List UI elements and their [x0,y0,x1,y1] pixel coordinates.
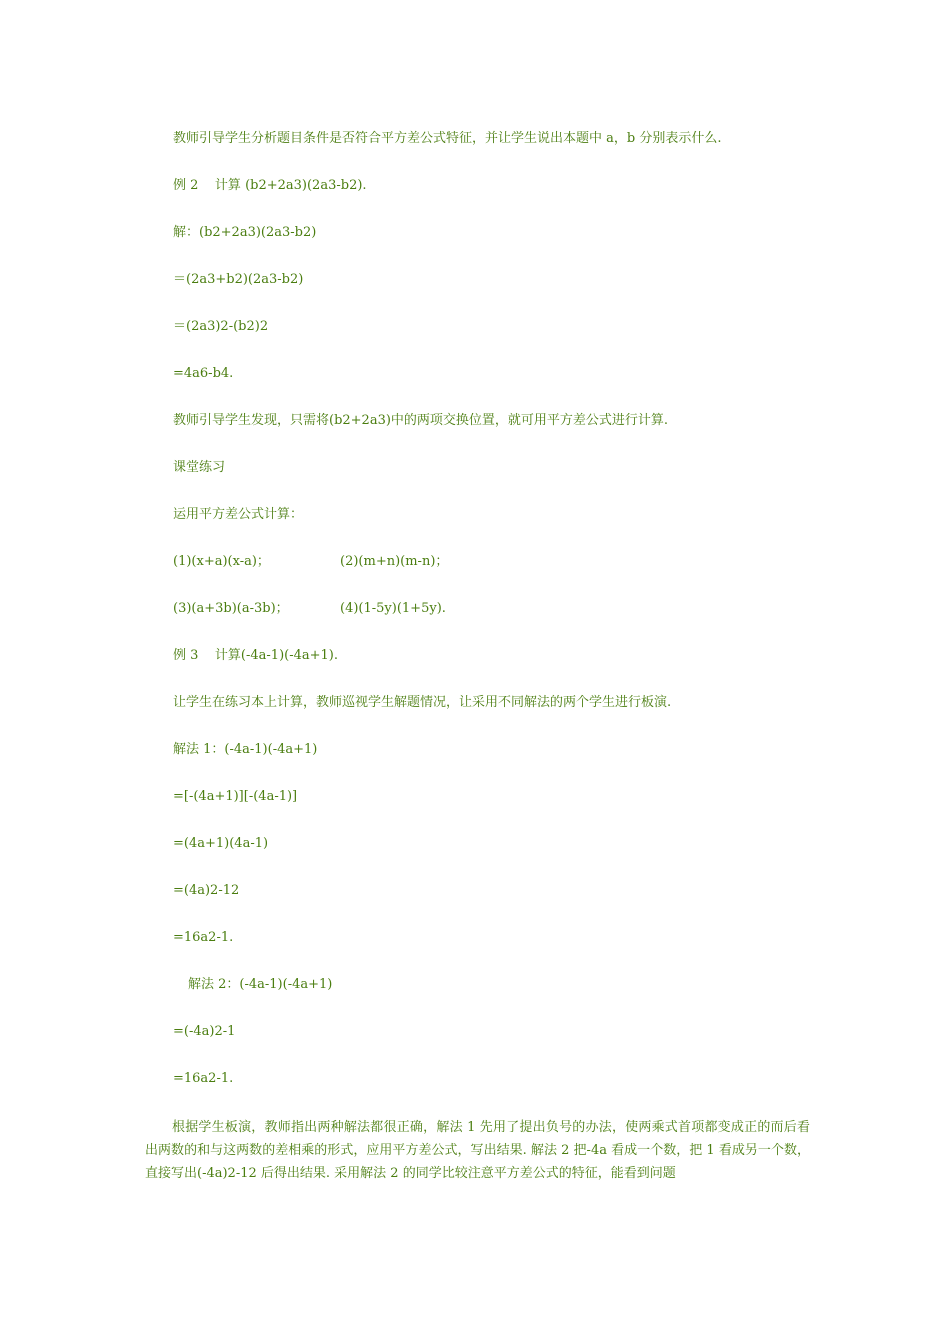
solution-line-1: 解：(b2+2a3)(2a3-b2) [173,225,317,240]
exercise-3: (3)(a+3b)(a-3b)； [173,601,289,616]
method-1-line-1: 解法 1：(-4a-1)(-4a+1) [173,742,318,757]
solution-line-4: =4a6-b4. [173,366,234,381]
method-2-line-1: 解法 2：(-4a-1)(-4a+1) [188,977,333,992]
text-line-teacher-guide: 教师引导学生分析题目条件是否符合平方差公式特征，并让学生说出本题中 a，b 分别表示什么. [173,131,722,146]
example-3-heading: 例 3 计算(-4a-1)(-4a+1). [173,648,339,663]
section-heading-practice: 课堂练习 [173,460,226,475]
method-1-line-4: =(4a)2-12 [173,883,240,898]
method-1-line-5: =16a2-1. [173,930,234,945]
exercise-4: (4)(1-5y)(1+5y). [340,601,446,616]
exercise-2: (2)(m+n)(m-n)； [340,554,449,569]
solution-line-2: ＝(2a3+b2)(2a3-b2) [173,272,304,287]
conclusion-paragraph: 根据学生板演，教师指出两种解法都很正确，解法 1 先用了提出负号的办法，使两乘式首项都变成正的而后看出两数的和与这两数的差相乘的形式，应用平方差公式，写出结果. 解法 2 把-4a 看成一个数，把 1 看成另一个数，直接写出(-4a)2-12 后得出结果. 采用解法 2 的同学比较注意平方差公式的特征，能看到问题 [145,1120,810,1181]
text-line-board-demo: 让学生在练习本上计算，教师巡视学生解题情况，让采用不同解法的两个学生进行板演. [173,695,672,710]
solution-line-3: ＝(2a3)2-(b2)2 [173,319,269,334]
method-1-line-2: =[-(4a+1)][-(4a-1)] [173,789,298,804]
method-2-line-3: =16a2-1. [173,1071,234,1086]
practice-instruction: 运用平方差公式计算： [173,507,304,522]
text-line-teacher-discovery: 教师引导学生发现，只需将(b2+2a3)中的两项交换位置，就可用平方差公式进行计算. [173,413,669,428]
method-1-line-3: =(4a+1)(4a-1) [173,836,269,851]
method-2-line-2: =(-4a)2-1 [173,1024,236,1039]
exercise-1: (1)(x+a)(x-a)； [173,554,270,569]
example-2-heading: 例 2 计算 (b2+2a3)(2a3-b2). [173,178,367,193]
